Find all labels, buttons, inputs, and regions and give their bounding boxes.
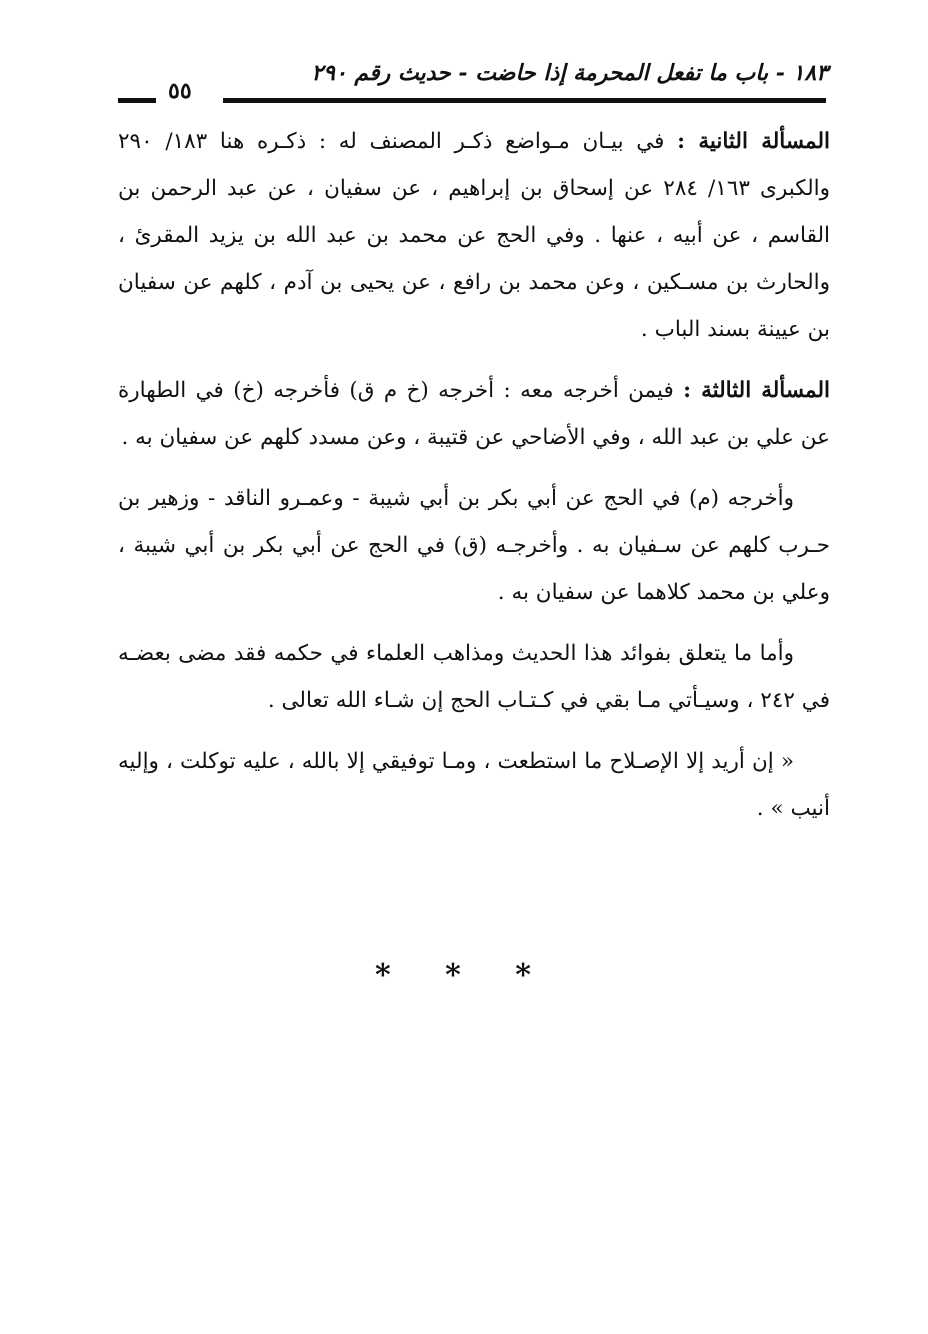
header-rule-right [223,98,826,103]
issue-two-heading: المسألة الثانية : [677,129,830,154]
muslim-ibnmajah-text: وأخرجه (م) في الحج عن أبي بكر بن أبي شيبة - وعمـرو الناقد - وزهير بن حـرب كلهم عن سـفيان به . وأخرجـه (ق) في الحج عن أبي بكر بن أبي شيبة ، وعلي بن محمد كلاهما عن سفيان به . [118,486,830,605]
paragraph-muslim-ibnmajah [118,475,830,616]
paragraph-issue-three [118,367,830,461]
main-text [118,118,830,846]
benefits-text: وأما ما يتعلق بفوائد هذا الحديث ومذاهب العلماء في حكمه فقد مضى بعضـه في ٢٤٢ ، وسيـأتي مـا بقي في كـتـاب الحج إن شـاء الله تعالى . [118,641,830,713]
issue-three-text: فيمن أخرجه معه : أخرجه (خ م ق) فأخرجه (خ) في الطهارة عن علي بن عبد الله ، وفي الأضاحي عن قتيبة ، وعن مسدد كلهم عن سفيان به . [118,378,830,450]
section-end-asterisks: * * * [375,958,553,993]
closing-verse-text: « إن أريد إلا الإصـلاح ما استطعت ، ومـا توفيقي إلا بالله ، عليه توكلت ، وإليه أنيب » . [118,749,830,821]
issue-two-text: في بيـان مـواضع ذكـر المصنف له : ذكـره هنا ١٨٣/ ٢٩٠ والكبرى ١٦٣/ ٢٨٤ عن إسحاق بن إبراهيم ، عن سفيان ، عن عبد الرحمن بن القاسم ، عن أبيه ، عنها . وفي الحج عن محمد بن عبد الله بن يزيد المقرئ ، والحارث بن مسـكين ، وعن محمد بن رافع ، عن يحيى بن آدم ، كلهم عن سفيان بن عيينة بسند الباب . [118,129,831,342]
page-header [118,60,828,108]
paragraph-benefits [118,630,830,724]
issue-three-heading: المسألة الثالثة : [683,378,830,403]
paragraph-closing-verse [118,738,830,832]
paragraph-issue-two [118,118,830,353]
page-number: ٥٥ [168,78,192,104]
header-rule-left [118,98,156,103]
running-title: ١٨٣ - باب ما تفعل المحرمة إذا حاضت - حديث رقم ٢٩٠ [311,60,828,86]
